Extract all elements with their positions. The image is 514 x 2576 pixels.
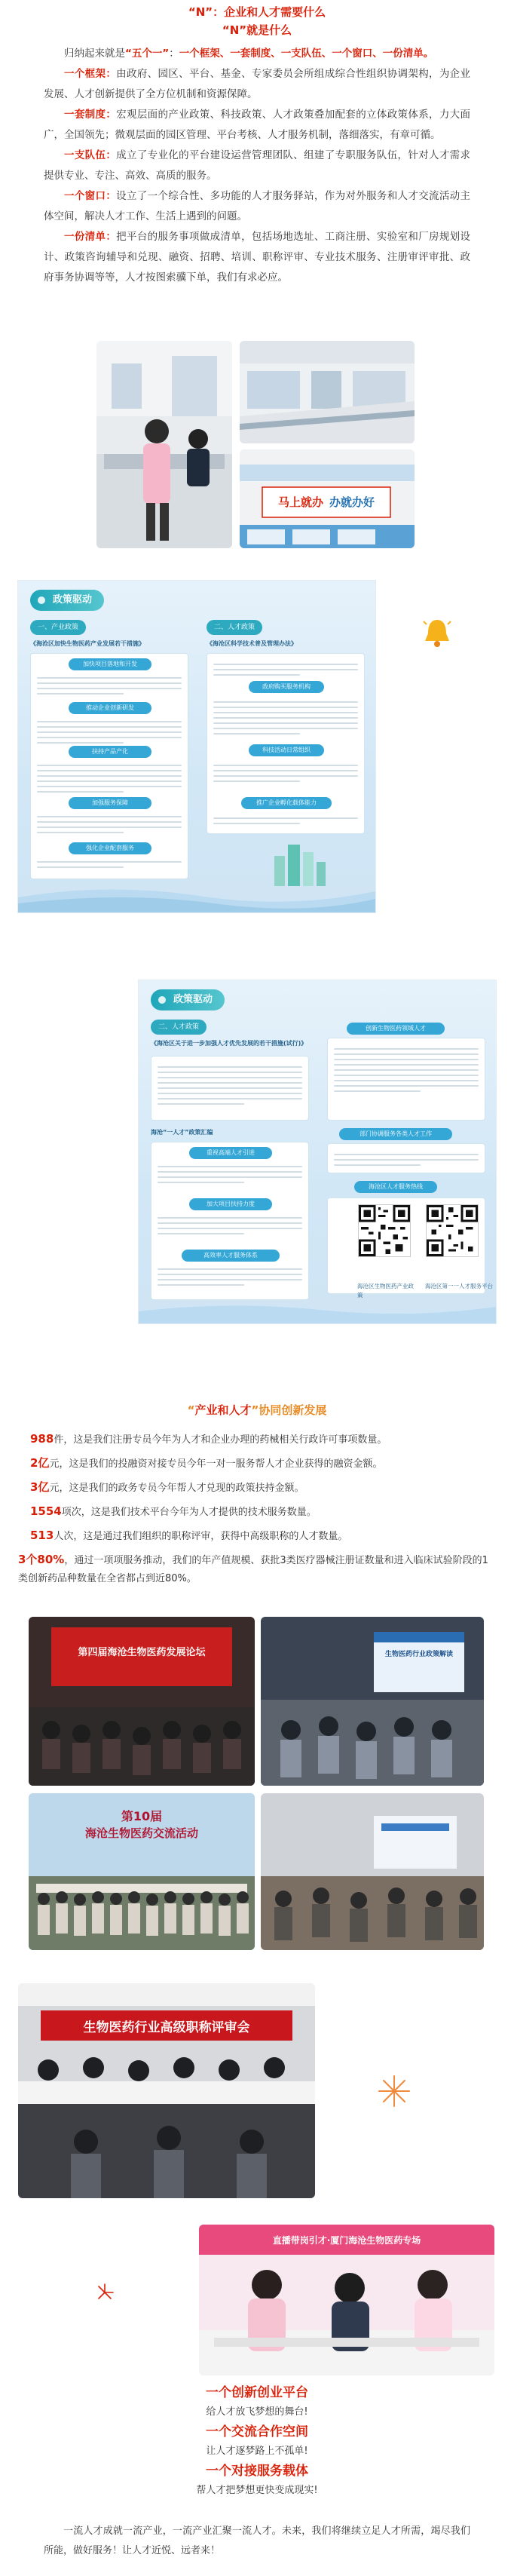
paragraph-text: 由政府、园区、平台、基金、专家委员会所组成综合性组织协调架构，为企业发展、人才创新提供了全方位机制和资源保障。 — [44, 68, 471, 100]
poster-tag: 强化企业配套服务 — [69, 842, 151, 854]
lecture-slide-text: 生物医药行业政策解读 — [384, 1651, 453, 1658]
poster-doc-left: 《海沧区关于进一步加强人才优先发展的若干措施(试行)》 — [151, 1040, 307, 1047]
summary-items: 一个框架、一套制度、一支队伍、一个窗口、一份清单。 — [179, 48, 434, 60]
paragraph-label: 一份清单： — [64, 231, 117, 243]
photo-lecture — [261, 1617, 484, 1786]
stat-text: 元，这是我们的政务专员今年帮人才兑现的政策扶持金额。 — [49, 1483, 304, 1494]
paragraph-label: 一支队伍： — [64, 149, 117, 161]
summary-term: “五个一” — [125, 48, 170, 60]
summary-colon: ： — [169, 48, 179, 60]
intro-heading-2 — [44, 21, 470, 39]
poster-sub-mid: 海沧“一人才”政策汇编 — [151, 1129, 213, 1136]
stat-item — [30, 1526, 497, 1546]
heading-text: 就是什么 — [246, 23, 292, 37]
poster-box — [207, 653, 365, 834]
closing-final-paragraph: 一流人才成就一流产业，一流产业汇聚一流人才。未来，我们将继续立足人才所需，竭尽我们所能，做好服务！让人才近悦、远者来！ — [44, 2525, 470, 2556]
wave-decoration — [139, 1301, 496, 1323]
stat-item — [18, 1550, 497, 1588]
paragraph-label: 一个窗口： — [64, 190, 117, 202]
photo-live-stream — [199, 2225, 494, 2375]
live-banner-text: 直播带岗引才·厦门海沧生物医药专场 — [272, 2235, 421, 2246]
photo-talent-review — [18, 1983, 315, 2198]
paragraph-list — [44, 227, 470, 288]
outdoor-banner-line: 第10届 — [121, 1809, 163, 1823]
outdoor-banner-text — [44, 1808, 240, 1842]
closing-tagline: 让人才逐梦路上不孤单! — [206, 2446, 308, 2457]
stat-text: 人次，这是通过我们组织的职称评审，获得中高级职称的人才数量。 — [54, 1531, 348, 1542]
poster-tag: 加大项目扶持力度 — [189, 1198, 272, 1210]
paragraph-label: 一套制度： — [64, 109, 117, 121]
poster-box — [151, 1142, 309, 1300]
poster-tag: 部门协调服务各类人才工作 — [339, 1128, 452, 1140]
skyline-illustration — [267, 841, 335, 886]
poster-box — [151, 1056, 309, 1121]
qr-label-right: 海沧区第一一人才服务平台 — [425, 1283, 493, 1290]
closing-headline: 一个交流合作空间 — [206, 2424, 308, 2440]
firework-icon — [94, 2282, 115, 2303]
policy-poster-2 — [139, 980, 496, 1323]
heading-quote: ” — [251, 1403, 259, 1417]
qr-code-right[interactable] — [426, 1204, 479, 1257]
intro-heading-1 — [44, 3, 470, 21]
wave-decoration — [18, 882, 375, 912]
heading-part-b: 协同创新发展 — [259, 1403, 327, 1417]
heading-text: 企业和人才需要什么 — [224, 5, 326, 19]
slogan-part-1: 马上就办 — [277, 495, 323, 509]
summary-paragraph — [44, 44, 470, 64]
stat-text: 项次，这是我们技术平台今年为人才提供的技术服务数量。 — [61, 1507, 317, 1518]
firework-icon — [375, 2072, 413, 2110]
heading-prefix: “N”： — [188, 5, 225, 19]
poster-tag: 海沧区人才服务热线 — [354, 1181, 437, 1193]
photo-forum-stage — [29, 1617, 255, 1786]
poster-tag: 政府购买服务机构 — [249, 681, 324, 693]
poster-sub-left: 一、产业政策 — [30, 620, 86, 635]
closing-headline: 一个对接服务载体 — [206, 2464, 308, 2479]
stat-text: 元，这是我们的投融资对接专员今年一对一服务帮人才企业获得的融资金额。 — [49, 1458, 383, 1470]
stat-number: 988 — [30, 1432, 54, 1446]
bell-icon — [422, 617, 452, 650]
stat-number: 3个80% — [18, 1553, 65, 1566]
poster-sub-right: 二、人才政策 — [207, 620, 262, 635]
paragraph-framework — [44, 64, 470, 105]
qr-code-left[interactable] — [358, 1204, 411, 1257]
paragraph-text: 设立了一个综合性、多功能的人才服务驿站，作为对外服务和人才交流活动主体空间，解决人才工作、生活上遇到的问题。 — [44, 190, 471, 222]
policy-poster-1 — [18, 581, 375, 912]
slogan-part-2: 办就办好 — [329, 495, 375, 509]
stat-item — [30, 1478, 497, 1498]
closing-tagline: 给人才放飞梦想的舞台! — [206, 2406, 308, 2418]
paragraph-team — [44, 146, 470, 186]
photo-service-desk — [96, 341, 232, 548]
poster-tag: 推广企业孵化载体能力 — [241, 797, 332, 809]
closing-section — [0, 2383, 514, 2501]
stat-item — [30, 1430, 497, 1449]
heading-quote: “ — [187, 1403, 195, 1417]
poster-box — [327, 1038, 485, 1121]
poster-box — [327, 1143, 485, 1173]
qr-label-left: 海沧区生物医药产业政策 — [357, 1283, 414, 1299]
photo-group-outdoor — [29, 1793, 255, 1950]
stat-item — [30, 1502, 497, 1522]
banner-slogan-text — [266, 490, 387, 514]
paragraph-text: 宏观层面的产业政策、科技政策、人才政策叠加配套的立体政策体系，力大面广，全国领先；微观层面的园区管理、平台考核、人才服务机制，落细落实，有章可循。 — [44, 109, 471, 141]
stat-text: ，通过一项项服务推动，我们的年产值规模、获批3类医疗器械注册证数量和进入临床试验阶段的1类创新药品种数量在全省都占到近80%。 — [18, 1555, 488, 1584]
paragraph-window — [44, 186, 470, 227]
summary-lead: 归纳起来就是 — [64, 48, 125, 60]
photo-lobby-counter — [240, 341, 415, 443]
stat-number: 3亿 — [30, 1480, 50, 1494]
stat-number: 513 — [30, 1529, 54, 1542]
poster-title: 政策驱动 — [151, 989, 225, 1010]
stat-text: 件，这是我们注册专员今年为人才和企业办理的药械相关行政许可事项数量。 — [54, 1434, 387, 1446]
poster-title: 政策驱动 — [30, 590, 104, 611]
closing-tagline: 帮人才把梦想更快变成现实! — [196, 2485, 318, 2496]
paragraph-text: 成立了专业化的平台建设运营管理团队、组建了专职服务队伍，针对人才需求提供专业、专注、高效、高质的服务。 — [44, 149, 471, 182]
stat-number: 2亿 — [30, 1456, 50, 1470]
poster-tag: 加快项目落地和开发 — [69, 658, 151, 670]
poster-tag: 扶持产品产化 — [69, 746, 151, 758]
poster-tag: 高效率人才服务体系 — [182, 1250, 280, 1262]
poster-tag: 加强服务保障 — [69, 797, 151, 809]
poster-doc-left: 《海沧区加快生物医药产业发展若干措施》 — [30, 640, 145, 647]
stat-item — [30, 1454, 497, 1474]
poster-tag: 创新生物医药领域人才 — [347, 1023, 445, 1035]
stats-heading — [0, 1401, 514, 1419]
heading-part-a: 产业和人才 — [194, 1403, 252, 1417]
qr-panel — [327, 1198, 485, 1294]
paragraph-text: 把平台的服务事项做成清单，包括场地选址、工商注册、实验室和厂房规划设计、政策咨询辅导和兑现、融资、招聘、培训、职称评审、专业技术服务、注册审评审批、政府事务协调等等，人才按图索骥下单，我们有求必应。 — [44, 231, 471, 284]
closing-headline: 一个创新创业平台 — [206, 2385, 308, 2400]
photo-seminar-room — [261, 1793, 484, 1950]
talent-banner-text: 生物医药行业高级职称评审会 — [83, 2020, 250, 2035]
photo-banner-slogan — [240, 449, 415, 548]
paragraph-system — [44, 105, 470, 146]
intro-section — [44, 3, 470, 288]
paragraph-label: 一个框架： — [64, 68, 117, 80]
poster-box — [30, 653, 188, 879]
poster-tag: 重视高端人才引进 — [189, 1147, 272, 1159]
poster-doc-right: 《海沧区科学技术普及管理办法》 — [207, 640, 297, 647]
outdoor-banner-line: 海沧生物医药交流活动 — [84, 1826, 198, 1840]
stat-number: 1554 — [30, 1504, 62, 1518]
poster-tag: 科技活动日常组织 — [249, 744, 324, 756]
heading-prefix: “N” — [222, 23, 247, 37]
forum-banner-text: 第四届海沧生物医药发展论坛 — [78, 1647, 206, 1658]
poster-tag: 推动企业创新研发 — [69, 702, 151, 714]
poster-sub-left: 二、人才政策 — [151, 1020, 207, 1035]
